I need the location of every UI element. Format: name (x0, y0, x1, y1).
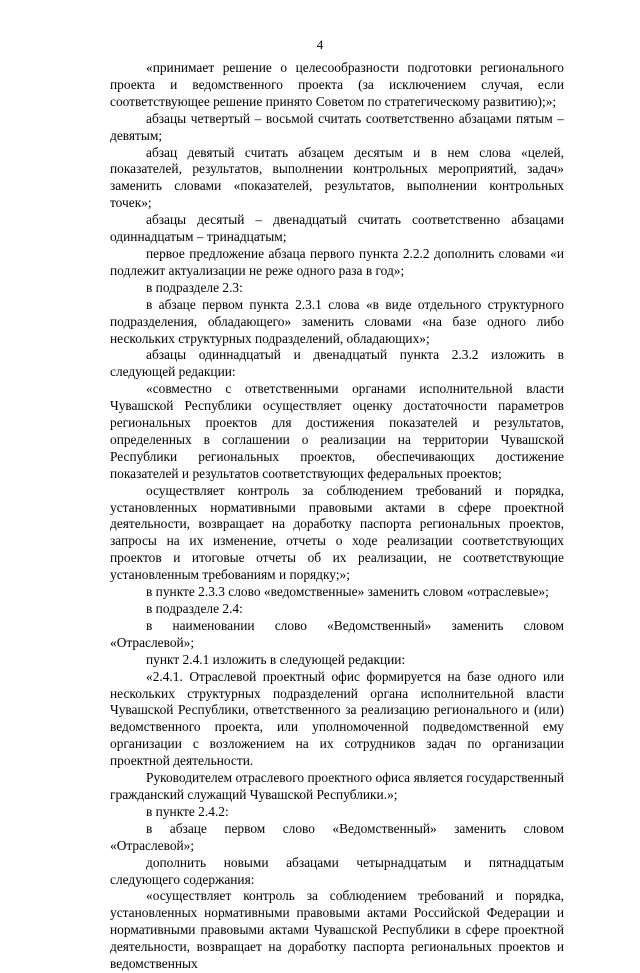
paragraph: в подразделе 2.4: (146, 601, 243, 616)
paragraph: абзацы четвертый – восьмой считать соответственно абзацами пятым – девятым; (110, 110, 564, 143)
paragraph: абзацы одиннадцатый и двенадцатый пункта 2.3.2 изложить в следующей редакции: (110, 347, 564, 380)
paragraph: в абзаце первом слово «Ведомственный» заменить словом «Отраслевой»; (110, 820, 564, 853)
paragraph: «2.4.1. Отраслевой проектный офис формируется на базе одного или нескольких структурных подразделений органа исполнительной власти Чувашской Республики, ответственного за реализацию регионального и (или) ведомственного проекта, или уполномоченной подведомственной ему организации с возложением на их сотрудников задач по организации проектной деятельности. (110, 668, 564, 769)
paragraph: Руководителем отраслевого проектного офиса является государственный гражданский служащий Чувашской Республики.»; (110, 770, 564, 802)
paragraph: в абзаце первом пункта 2.3.1 слова «в виде отдельного структурного подразделения, обладающего» заменить словами «на базе одного либо нескольких структурных подразделений, обладающих»; (110, 296, 564, 346)
paragraph: в пункте 2.3.3 слово «ведомственные» заменить словом «отраслевые»; (146, 584, 549, 600)
paragraph: в подразделе 2.3: (146, 279, 243, 295)
paragraph: пункт 2.4.1 изложить в следующей редакции: (146, 651, 406, 667)
paragraph: «принимает решение о целесообразности подготовки регионального проекта и ведомственного проекта (за исключением случая, если соответствующее решение принято Советом по стратегическому развитию);»; (110, 60, 564, 109)
paragraph: в наименовании слово «Ведомственный» заменить словом «Отраслевой»; (110, 617, 564, 650)
paragraph: абзац девятый считать абзацем десятым и в нем слова «целей, показателей, результатов, выполнении контрольных мероприятий, задач» заменить словами «показателей, результатов, выполнении контрольных точек»; (110, 144, 564, 211)
page-number: 4 (316, 37, 324, 52)
paragraph: «совместно с ответственными органами исполнительной власти Чувашской Республики осуществляет оценку достаточности параметров региональных проектов для достижения показателей и результатов, определенных в соглашении о реализации на территории Чувашской Республики региональных проектов, обеспечивающих достижение показателей и результатов соответствующих федеральных проектов; (110, 381, 564, 481)
paragraph: в пункте 2.4.2: (146, 803, 229, 819)
paragraph: осуществляет контроль за соблюдением требований и порядка, установленных нормативными правовыми актами в сфере проектной деятельности, возвращает на доработку паспорта региональных проектов, запросы на их изменение, отчеты о ходе реализации соответствующих проектов и итоговые отчеты об их реализации, не соответствующие установленным требованиям и порядку;»; (110, 482, 564, 583)
paragraph: «осуществляет контроль за соблюдением требований и порядка, установленных нормативными правовыми актами Российской Федерации и нормативными правовыми актами Чувашской Республики в сфере проектной деятельности, возвращает на доработку паспорта региональных проектов и ведомственных (110, 888, 564, 972)
paragraph: абзацы десятый – двенадцатый считать соответственно абзацами одиннадцатым – тринадцатым; (110, 212, 564, 245)
document-body (110, 60, 564, 973)
paragraph: дополнить новыми абзацами четырнадцатым и пятнадцатым следующего содержания: (110, 854, 564, 887)
paragraph: первое предложение абзаца первого пункта 2.2.2 дополнить словами «и подлежит актуализации не реже одного раза в год»; (110, 245, 564, 278)
